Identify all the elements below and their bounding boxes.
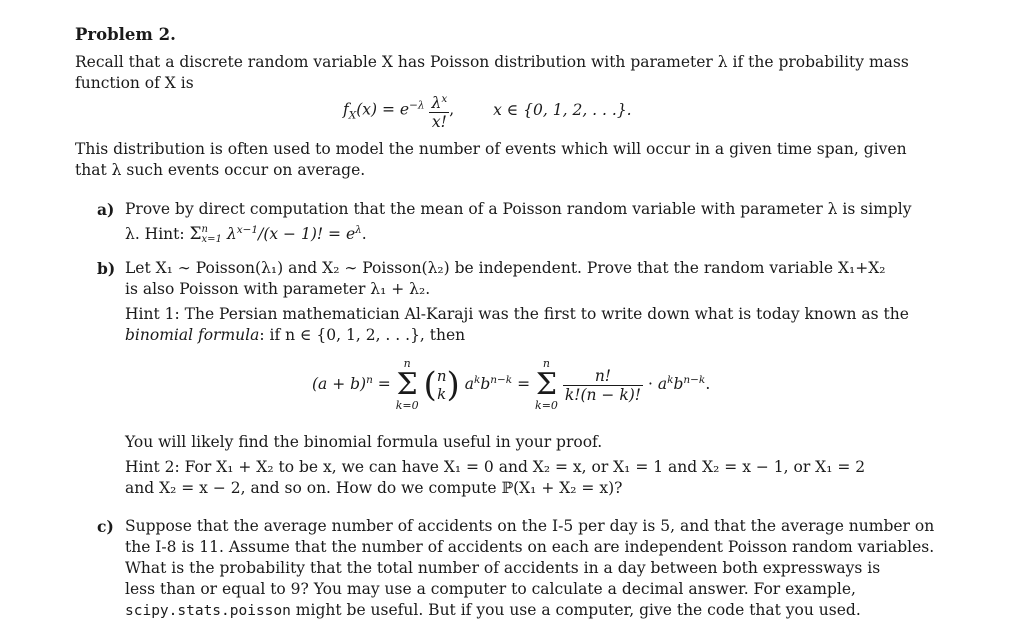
part-b-useful: You will likely find the binomial formula useful in your proof. bbox=[125, 433, 603, 451]
binom-frac-num: n! bbox=[563, 367, 643, 386]
usage-line-2: that λ such events occur on average. bbox=[75, 161, 366, 179]
pmf-lhs-sub: X bbox=[348, 109, 357, 122]
binom-term-a: a bbox=[464, 375, 474, 393]
binomial-formula-term: binomial formula bbox=[125, 326, 260, 344]
intro-line-1: Recall that a discrete random variable X has Poisson distribution with parameter λ if the probability mass bbox=[75, 53, 909, 71]
binom-term2-b-exp: n−k bbox=[683, 373, 706, 386]
part-b-line-2: is also Poisson with parameter λ₁ + λ₂. bbox=[125, 280, 431, 298]
part-a-hint-limits bbox=[202, 225, 222, 245]
part-a-line-2 bbox=[125, 220, 367, 245]
binom-frac-den: k!(n − k)! bbox=[564, 385, 642, 404]
binom-eq-2: = bbox=[512, 375, 536, 393]
problem-title: Problem 2. bbox=[75, 25, 176, 44]
part-b-hint1-line-1: Hint 1: The Persian mathematician Al-Karaji was the first to write down what is today known as the bbox=[125, 305, 909, 323]
part-a-line-1: Prove by direct computation that the mean of a Poisson random variable with parameter λ is simply bbox=[125, 200, 912, 218]
part-a-hint-pre: λ. Hint: bbox=[125, 225, 190, 244]
binom-choose-n: n bbox=[436, 367, 447, 385]
part-a-label: a) bbox=[97, 200, 115, 219]
binom-dot: · bbox=[643, 375, 658, 393]
binom-choose-k: k bbox=[437, 385, 447, 403]
part-a-hint-exp: x−1 bbox=[236, 224, 259, 236]
binom-sum-2 bbox=[535, 358, 558, 412]
binom-term-b-exp: n−k bbox=[490, 373, 513, 386]
binom-term2-a: a bbox=[657, 375, 668, 393]
part-b-hint1-rest: : if n ∈ {0, 1, 2, . . .}, then bbox=[259, 326, 466, 344]
binom-term-a-exp: k bbox=[473, 373, 481, 386]
part-b-line-1: Let X₁ ∼ Poisson(λ₁) and X₂ ∼ Poisson(λ₂) be independent. Prove that the random variable X₁+X₂ bbox=[125, 259, 886, 277]
part-c-label: c) bbox=[97, 517, 114, 536]
part-c-line-5 bbox=[125, 600, 861, 622]
binom-end: . bbox=[705, 375, 711, 393]
binom-left-paren: ( bbox=[423, 365, 437, 405]
part-b-hint2-line-2: and X₂ = x − 2, and so on. How do we compute ℙ(X₁ + X₂ = x)? bbox=[125, 479, 623, 497]
binom-sum-2-sym: Σ bbox=[535, 367, 558, 402]
part-c-line-4: less than or equal to 9? You may use a computer to calculate a decimal answer. For example, bbox=[125, 580, 856, 598]
part-a-hint-e-exp: λ bbox=[355, 224, 362, 236]
binom-sum-2-top: n bbox=[542, 357, 551, 370]
part-c-line-1: Suppose that the average number of accidents on the I-5 per day is 5, and that the average number on bbox=[125, 517, 935, 535]
binom-term2-a-exp: k bbox=[667, 373, 674, 386]
part-a-hint-sup: n bbox=[201, 224, 208, 236]
pmf-frac-num-exp: x bbox=[441, 93, 448, 105]
pmf-lhs-arg: (x) = e bbox=[356, 100, 410, 119]
binom-sum-2-bot: k=0 bbox=[535, 399, 558, 412]
binom-term2-b: b bbox=[673, 375, 684, 393]
part-b-hint2-line-1: Hint 2: For X₁ + X₂ to be x, we can have X₁ = 0 and X₂ = x, or X₁ = 1 and X₂ = x − 1, or X₁ = 2 bbox=[125, 458, 866, 476]
binom-sum-1-bot: k=0 bbox=[395, 399, 419, 412]
pmf-equation bbox=[343, 90, 632, 131]
scipy-code: scipy.stats.poisson bbox=[125, 603, 291, 619]
part-c-line-3: What is the probability that the total number of accidents in a day between both expressways is bbox=[125, 559, 881, 577]
usage-line-1: This distribution is often used to model the number of events which will occur in a given time span, given bbox=[75, 140, 907, 158]
part-b-label: b) bbox=[97, 259, 116, 278]
binom-fraction bbox=[563, 367, 643, 404]
part-c-line-2: the I-8 is 11. Assume that the number of accidents on each are independent Poisson random variables. bbox=[125, 538, 935, 556]
pmf-domain: x ∈ {0, 1, 2, . . .}. bbox=[493, 100, 632, 119]
pmf-frac-num: λ bbox=[431, 94, 442, 113]
part-a-hint-rest: λ bbox=[221, 225, 237, 244]
binomial-equation bbox=[312, 358, 710, 412]
binom-lhs-exp: n bbox=[366, 373, 373, 386]
part-c-line-5-rest: might be useful. But if you use a computer, give the code that you used. bbox=[290, 601, 861, 619]
binom-term-b: b bbox=[480, 375, 491, 393]
part-a-hint-end: . bbox=[361, 225, 367, 244]
binom-choose bbox=[437, 367, 447, 403]
binom-right-paren: ) bbox=[446, 365, 460, 405]
part-b-hint1-line-2 bbox=[125, 325, 465, 346]
part-a-hint-sum: Σ bbox=[189, 224, 202, 245]
part-a-hint-sub: x=1 bbox=[201, 234, 222, 246]
pmf-frac-den: x! bbox=[431, 113, 447, 132]
pmf-comma: , bbox=[449, 100, 455, 119]
pmf-exp: −λ bbox=[409, 99, 425, 112]
binom-eq-1: = bbox=[372, 375, 396, 393]
binom-lhs: (a + b) bbox=[312, 375, 367, 393]
binom-sum-1-top: n bbox=[403, 357, 411, 370]
pmf-fraction bbox=[429, 90, 449, 131]
pmf-lhs: f bbox=[343, 100, 349, 119]
intro-line-2: function of X is bbox=[75, 74, 194, 92]
binom-sum-1 bbox=[396, 358, 419, 412]
binom-sum-1-sym: Σ bbox=[396, 367, 418, 402]
part-a-hint-tail: /(x − 1)! = e bbox=[258, 225, 356, 244]
